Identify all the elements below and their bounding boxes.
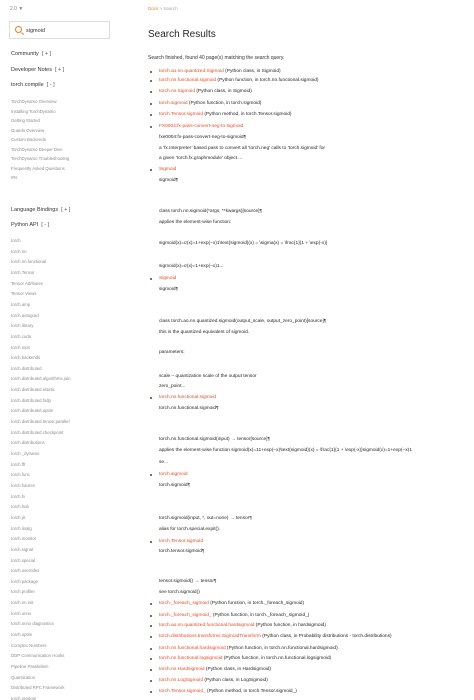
search-result-text: sigmoid(x)=σ(x)=1+exp(−x)1... xyxy=(159,264,224,269)
search-result-link[interactable]: torch.Tensor.sigmoid xyxy=(159,539,203,544)
search-result-text: scale – quantization scale of the output tensor xyxy=(159,374,257,379)
sidebar-item[interactable]: torch.signal xyxy=(11,546,33,552)
search-result-item xyxy=(159,101,261,106)
search-result-link[interactable]: torch.nn.functional.sigmoid xyxy=(159,395,217,400)
search-result-text: a given ‘torch.fx.graphmodule’ object.... xyxy=(159,156,243,161)
search-result-snippet xyxy=(159,330,249,335)
search-result-text: this is the quantized equivalent of sigmoid. xyxy=(159,330,250,335)
search-result-link[interactable]: torch.Tensor.sigmoid xyxy=(159,112,203,117)
search-result-snippet xyxy=(159,384,185,389)
sidebar-item[interactable]: torch.distributed.fsdp xyxy=(11,397,51,403)
search-result-text: applies the element-wise function sigmoid(x)=11+exp(−x)\text{sigmoid}(x) = \frac{1}{1 + \exp(-x)}sigmoid(x)=1+exp(−x)1 xyxy=(159,448,412,453)
bullet xyxy=(150,114,152,116)
sidebar-item[interactable]: torch.distributed.tensor.parallel xyxy=(11,419,70,425)
sidebar-item[interactable]: torch.distributed xyxy=(11,365,42,371)
search-result-text: (Python function, in torch.nn.functional.logsigmoid) xyxy=(222,656,332,661)
search-result-text: torch.nn.functional.sigmoid¶ xyxy=(159,406,219,411)
sidebar-caption-label: Developer Notes xyxy=(11,67,52,73)
sidebar-caption[interactable] xyxy=(11,207,70,213)
bullet xyxy=(150,126,152,128)
sidebar-caption-toggle[interactable]: [ + ] xyxy=(41,51,52,57)
sidebar-item[interactable]: Tensor Attributes xyxy=(11,280,44,286)
sidebar-caption[interactable] xyxy=(11,82,55,88)
search-result-text: sigmoid¶ xyxy=(159,287,179,292)
sidebar-caption[interactable] xyxy=(11,51,51,57)
sidebar-item[interactable]: torch.Tensor xyxy=(11,269,35,275)
search-result-item xyxy=(159,276,176,281)
search-result-text: (Python class, in Sigmoid) xyxy=(223,69,281,74)
main-content xyxy=(137,0,474,700)
search-result-item xyxy=(159,678,268,683)
sidebar-item[interactable]: TorchDynamo Troubleshooting xyxy=(11,156,70,161)
search-result-snippet xyxy=(159,448,412,453)
search-result-text: (Python method, in torch.Tensor.sigmoid) xyxy=(203,112,292,117)
bullet xyxy=(150,541,152,543)
bullet xyxy=(150,625,152,627)
sidebar-item[interactable]: Getting Started xyxy=(11,118,40,123)
bullet xyxy=(150,603,152,605)
version-selector[interactable]: 2.0 ▼ xyxy=(0,0,126,20)
sidebar-item[interactable]: torch.profiler xyxy=(11,589,35,595)
search-result-snippet xyxy=(159,287,178,292)
sidebar-item[interactable]: torch.distributed.checkpoint xyxy=(11,429,64,435)
search-input[interactable] xyxy=(26,25,106,36)
search-result-snippet xyxy=(159,579,217,584)
search-result-text: torch.tensor.sigmoid¶ xyxy=(159,549,205,554)
sidebar-caption-label: Language Bindings xyxy=(11,207,59,213)
bullet xyxy=(150,474,152,476)
search-result-text: (Python function, in hardsigmoid) xyxy=(254,623,326,628)
sidebar-item[interactable]: torch.distributed.elastic xyxy=(11,387,55,393)
sidebar-item[interactable]: torch.onnx diagnostics xyxy=(11,621,54,627)
bullet xyxy=(150,71,152,73)
sidebar xyxy=(0,0,126,700)
breadcrumb xyxy=(148,6,178,11)
sidebar-item[interactable]: Distributed RPC Framework xyxy=(11,685,65,691)
sidebar-item[interactable]: DDP Communication Hooks xyxy=(11,653,65,659)
sidebar-item[interactable]: torch.autograd xyxy=(11,312,39,318)
search-result-link[interactable]: torch.distributions.transforms.SigmoidTransform xyxy=(159,634,261,639)
search-result-snippet xyxy=(159,516,252,521)
sidebar-caption-toggle[interactable]: [ - ] xyxy=(41,222,50,228)
sidebar-caption[interactable] xyxy=(11,222,49,228)
sidebar-item[interactable]: Installing TorchDynamo xyxy=(11,108,56,114)
sidebar-caption[interactable] xyxy=(11,67,64,73)
search-result-snippet xyxy=(159,460,168,465)
search-result-link[interactable]: torch.nn.Hardsigmoid xyxy=(159,667,205,672)
search-result-text: (Python class, in LogSigmoid) xyxy=(203,678,268,683)
sidebar-caption-toggle[interactable]: [ + ] xyxy=(61,207,71,213)
bullet xyxy=(150,103,152,105)
search-result-text: fxe0004:fx-pass-convert-neg-to-sigmoid¶ xyxy=(159,135,247,140)
search-result-item xyxy=(159,69,281,74)
search-result-snippet xyxy=(159,241,327,246)
search-result-item xyxy=(159,124,243,129)
search-result-item xyxy=(159,689,297,694)
sidebar-item[interactable]: Custom Backends xyxy=(11,137,46,142)
sidebar-item[interactable]: torch.cuda xyxy=(11,333,32,339)
sidebar-item[interactable]: Guards Overview xyxy=(11,127,45,133)
search-result-text: torch.sigmoid¶ xyxy=(159,483,191,488)
search-result-item xyxy=(159,395,216,400)
sidebar-item[interactable]: torch.package xyxy=(11,578,38,584)
sidebar-item[interactable]: torch.overrides xyxy=(11,568,40,574)
search-result-link[interactable]: torch._foreach_sigmoid_ xyxy=(159,613,212,618)
sidebar-caption-toggle[interactable]: [ + ] xyxy=(54,67,65,73)
sidebar-item[interactable]: torch.func xyxy=(11,472,30,478)
search-result-item xyxy=(159,623,326,628)
search-result-text: sigmoid(x)=σ(x)=1+exp(−x)1\text{sigmoid}(x) = \sigma(x) = \frac{1}{1 + \exp(-x)} xyxy=(159,241,328,246)
search-result-link[interactable]: torch.ao.nn.quantized.functional.hardsigmoid xyxy=(159,623,255,628)
search-result-link[interactable]: torch.nn.functional.hardsigmoid xyxy=(159,646,226,651)
sidebar-item[interactable]: Frequently Asked Questions xyxy=(11,165,65,171)
search-result-text: class torch.nn.sigmoid(*args, **kwargs)[source]¶ xyxy=(159,209,263,214)
sidebar-item[interactable]: torch.hub xyxy=(11,504,29,510)
search-result-item xyxy=(159,601,304,606)
search-result-text: (Python class, in Hardsigmoid) xyxy=(204,667,271,672)
search-result-text: tensor.sigmoid() → tensor¶ xyxy=(159,579,217,584)
bullet xyxy=(150,691,152,693)
search-result-snippet xyxy=(159,437,270,442)
search-result-text: a ‘fx.Interpreter’ based pass to convert all ‘torch.neg’ calls to ‘torch.sigmoid’ for xyxy=(159,146,326,151)
search-result-link[interactable]: torch.sigmoid xyxy=(159,472,188,477)
bullet xyxy=(150,80,152,82)
search-result-link[interactable]: torch.nn.functional.sigmoid xyxy=(159,78,217,83)
search-result-item xyxy=(159,89,252,94)
sidebar-item[interactable]: torch.nn.init xyxy=(11,600,34,606)
search-result-snippet xyxy=(159,156,242,161)
bullet xyxy=(150,278,152,280)
search-result-link[interactable]: torch.nn.Sigmoid xyxy=(159,89,195,94)
search-result-text: (Python class, in Probability distributions - torch.distributions) xyxy=(260,634,392,639)
search-result-text: alias for torch.special.expit(). xyxy=(159,527,221,532)
bullet xyxy=(150,669,152,671)
bullet xyxy=(150,636,152,638)
search-result-item xyxy=(159,646,338,651)
search-result-snippet xyxy=(159,527,220,532)
sidebar-caption-label: Python API xyxy=(11,222,39,228)
search-result-link[interactable]: torch.Tensor.sigmoid_ xyxy=(159,689,206,694)
search-result-item xyxy=(159,78,318,83)
bullet xyxy=(150,91,152,93)
search-result-snippet xyxy=(159,590,200,595)
page-title: Search Results xyxy=(148,29,216,40)
sidebar-item[interactable]: Quantization xyxy=(11,674,36,680)
search-result-snippet xyxy=(159,406,219,411)
search-result-item xyxy=(159,167,176,172)
sidebar-item[interactable]: torch.library xyxy=(11,323,34,329)
bullet xyxy=(150,680,152,682)
bullet xyxy=(150,169,152,171)
sidebar-item[interactable]: torch.distributed.algorithms.join xyxy=(11,376,71,382)
search-result-item xyxy=(159,634,392,639)
search-result-item xyxy=(159,656,331,661)
search-result-item xyxy=(159,667,271,672)
search-result-text: (Python function, in torch._foreach_sigmoid_) xyxy=(211,613,310,618)
bullet xyxy=(150,648,152,650)
sidebar-item[interactable]: IRs xyxy=(11,175,18,180)
search-result-snippet xyxy=(159,350,185,355)
search-result-snippet xyxy=(159,319,326,324)
search-result-snippet xyxy=(159,483,190,488)
search-result-link[interactable]: torch.ao.nn.quantized.Sigmoid xyxy=(159,69,224,74)
sidebar-caption-label: Community xyxy=(11,51,39,57)
sidebar-item[interactable]: torch.monitor xyxy=(11,536,37,542)
sidebar-item[interactable]: torch.distributed.optim xyxy=(11,408,54,414)
search-result-link[interactable]: torch._foreach_sigmoid xyxy=(159,601,209,606)
breadcrumb-current: Search xyxy=(163,6,178,11)
search-result-text: torch.sigmoid(input, *, out=none) → tensor¶ xyxy=(159,516,252,521)
search-result-snippet xyxy=(159,135,246,140)
search-result-text: se... xyxy=(159,460,169,465)
search-result-snippet xyxy=(159,374,257,379)
search-result-text: parameters: xyxy=(159,350,185,355)
sidebar-item[interactable]: torch.linalg xyxy=(11,525,32,531)
search-result-snippet xyxy=(159,146,325,151)
search-result-item xyxy=(159,112,292,117)
search-result-text: (Python function, in torch.nn.functional.hardsigmoid) xyxy=(225,646,338,651)
sidebar-item[interactable]: torch.random xyxy=(11,695,37,700)
search-result-link[interactable]: FX0004:fx-pass-convert-neg-to-sigmoid xyxy=(159,124,244,129)
sidebar-item[interactable]: torch.fx xyxy=(11,493,26,499)
search-result-text: (Python method, in torch.Tensor.sigmoid_) xyxy=(205,689,297,694)
search-result-text: sigmoid¶ xyxy=(159,178,179,183)
search-result-text: zero_point... xyxy=(159,384,186,389)
sidebar-item[interactable]: torch xyxy=(11,238,21,243)
sidebar-item[interactable]: torch.futures xyxy=(11,482,35,488)
sidebar-item[interactable]: torch.fft xyxy=(11,461,26,467)
search-result-text: (Python function, in torch.sigmoid) xyxy=(187,101,262,106)
breadcrumb-home-link[interactable]: Docs xyxy=(148,6,159,11)
breadcrumb-separator: > xyxy=(158,6,164,11)
search-summary: Search finished, found 40 page(s) matching the search query. xyxy=(148,55,285,61)
sidebar-item[interactable]: Complex Numbers xyxy=(11,642,47,648)
search-result-snippet xyxy=(159,549,205,554)
sidebar-item[interactable]: torch.onnx xyxy=(11,610,32,616)
sidebar-item[interactable]: torch.distributions xyxy=(11,440,45,446)
sidebar-item[interactable]: TorchDynamo Overview xyxy=(11,99,57,104)
sidebar-caption-toggle[interactable]: [ - ] xyxy=(46,82,55,88)
search-result-text: class torch.ao.nn.quantized.sigmoid(output_scale, output_zero_point)[source]¶ xyxy=(159,319,327,324)
search-result-item xyxy=(159,539,203,544)
search-result-snippet xyxy=(159,209,262,214)
search-icon xyxy=(15,26,22,33)
sidebar-item[interactable]: torch.amp xyxy=(11,301,31,307)
sidebar-item[interactable]: torch.mps xyxy=(11,344,30,350)
sidebar-item[interactable]: torch.nn.functional xyxy=(11,259,47,265)
search-result-link[interactable]: Sigmoid xyxy=(159,276,177,281)
search-result-item xyxy=(159,613,309,618)
search-result-text: (Python function, in torch.nn.functional.sigmoid) xyxy=(216,78,319,83)
sidebar-item[interactable]: torch.special xyxy=(11,557,36,563)
search-result-link[interactable]: torch.sigmoid xyxy=(159,101,188,106)
search-result-text: torch.nn.functional.sigmoid(input) → tensor[source]¶ xyxy=(159,437,271,442)
search-result-link[interactable]: torch.nn.functional.logsigmoid xyxy=(159,656,223,661)
search-result-snippet xyxy=(159,220,231,225)
search-result-text: applies the element-wise function: xyxy=(159,220,232,225)
search-result-link[interactable]: torch.nn.LogSigmoid xyxy=(159,678,203,683)
sidebar-item[interactable]: TorchDynamo Deeper Dive xyxy=(11,146,63,152)
sidebar-item[interactable]: torch.nn xyxy=(11,248,27,254)
search-result-text: (Python function, in torch._foreach_sigmoid) xyxy=(208,601,305,606)
search-result-text: see torch.sigmoid() xyxy=(159,590,200,595)
bullet xyxy=(150,397,152,399)
bullet xyxy=(150,658,152,660)
sidebar-item[interactable]: Pipeline Parallelism xyxy=(11,664,49,669)
bullet xyxy=(150,615,152,617)
sidebar-caption-label: torch.compile xyxy=(11,82,44,88)
sidebar-item[interactable]: torch.jit xyxy=(11,514,25,520)
search-result-snippet xyxy=(159,178,178,183)
search-result-link[interactable]: Sigmoid xyxy=(159,167,177,172)
sidebar-item[interactable]: torch._dynamo xyxy=(11,451,40,456)
search-result-snippet xyxy=(159,264,224,269)
search-result-text: (Python class, in Sigmoid) xyxy=(195,89,252,94)
sidebar-item[interactable]: torch.backends xyxy=(11,355,41,361)
search-box xyxy=(9,21,110,39)
sidebar-item[interactable]: torch.optim xyxy=(11,632,33,638)
search-result-item xyxy=(159,472,188,477)
sidebar-item[interactable]: Tensor Views xyxy=(11,291,37,297)
